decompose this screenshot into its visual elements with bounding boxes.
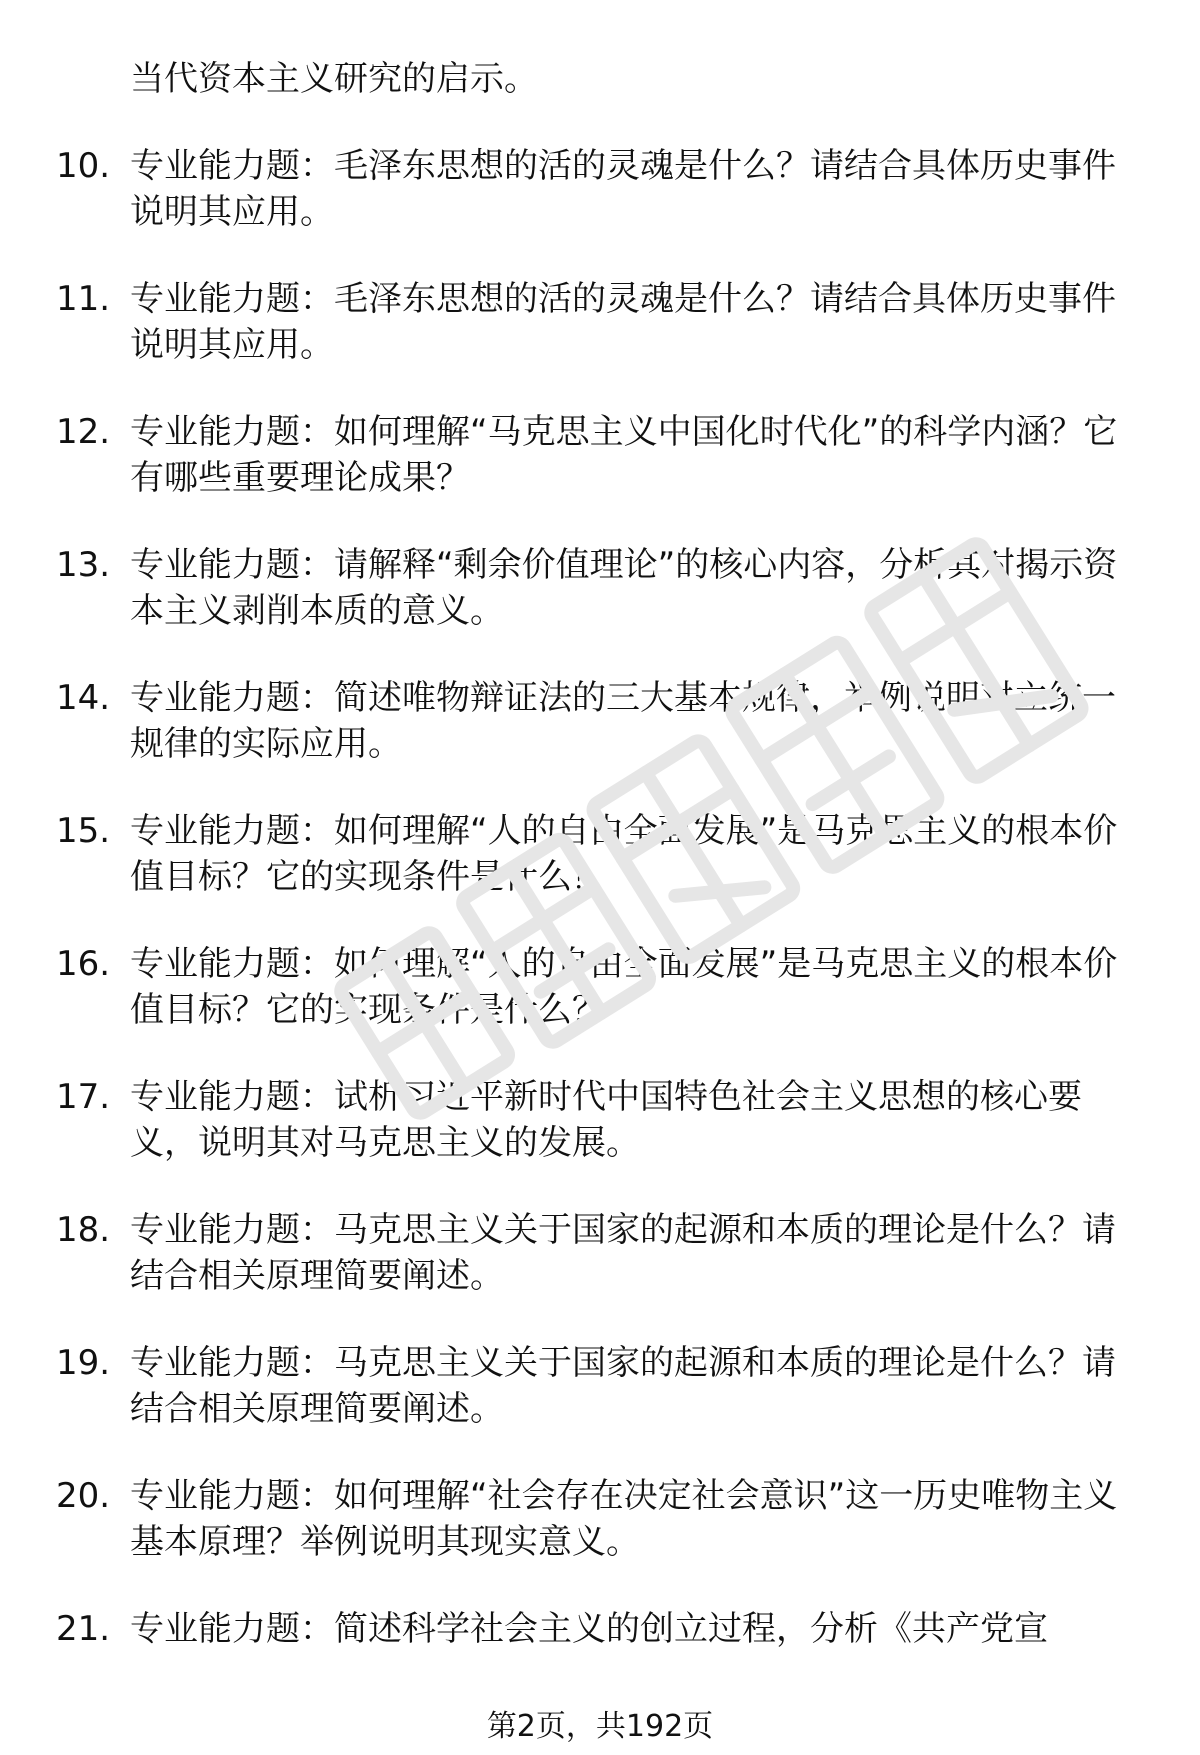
question-item	[56, 276, 1140, 368]
question-item	[56, 1606, 1140, 1652]
question-number: 19.	[56, 1343, 111, 1383]
question-text: 专业能力题：试析习近平新时代中国特色社会主义思想的核心要义，说明其对马克思主义的发展。	[130, 1077, 1082, 1163]
question-number: 18.	[56, 1210, 111, 1250]
question-number: 17.	[56, 1077, 111, 1117]
question-text: 专业能力题：如何理解“人的自由全面发展”是马克思主义的根本价值目标？它的实现条件是什么？	[130, 944, 1118, 1030]
question-item	[56, 542, 1140, 634]
question-item	[56, 1207, 1140, 1299]
question-number: 11.	[56, 279, 111, 319]
question-number: 16.	[56, 944, 111, 984]
question-item	[56, 675, 1140, 767]
question-text: 专业能力题：如何理解“马克思主义中国化时代化”的科学内涵？它有哪些重要理论成果？	[130, 412, 1118, 498]
continuation-text: 当代资本主义研究的启示。	[130, 59, 538, 99]
question-number: 20.	[56, 1476, 111, 1516]
question-item	[56, 1473, 1140, 1565]
question-text: 专业能力题：如何理解“人的自由全面发展”是马克思主义的根本价值目标？它的实现条件是什么？	[130, 811, 1118, 897]
question-number: 21.	[56, 1609, 111, 1649]
question-item	[56, 143, 1140, 235]
question-item	[56, 1074, 1140, 1166]
page-footer: 第2页，共192页	[486, 1709, 714, 1744]
question-text: 专业能力题：请解释“剩余价值理论”的核心内容，分析其对揭示资本主义剥削本质的意义。	[130, 545, 1118, 631]
question-text: 专业能力题：马克思主义关于国家的起源和本质的理论是什么？请结合相关原理简要阐述。	[130, 1343, 1116, 1429]
question-text: 专业能力题：马克思主义关于国家的起源和本质的理论是什么？请结合相关原理简要阐述。	[130, 1210, 1116, 1296]
question-number: 13.	[56, 545, 111, 585]
question-item	[56, 941, 1140, 1033]
question-text: 专业能力题：如何理解“社会存在决定社会意识”这一历史唯物主义基本原理？举例说明其现实意义。	[130, 1476, 1118, 1562]
question-number: 10.	[56, 146, 111, 186]
question-number: 14.	[56, 678, 111, 718]
question-number: 12.	[56, 412, 111, 452]
question-text: 专业能力题：简述科学社会主义的创立过程，分析《共产党宣	[130, 1609, 1048, 1649]
question-text: 专业能力题：简述唯物辩证法的三大基本规律，举例说明对立统一规律的实际应用。	[130, 678, 1116, 764]
question-list	[56, 143, 1140, 1652]
question-number: 15.	[56, 811, 111, 851]
question-text: 专业能力题：毛泽东思想的活的灵魂是什么？请结合具体历史事件说明其应用。	[130, 279, 1116, 365]
question-item	[56, 409, 1140, 501]
question-item	[56, 1340, 1140, 1432]
question-text: 专业能力题：毛泽东思想的活的灵魂是什么？请结合具体历史事件说明其应用。	[130, 146, 1116, 232]
question-item	[56, 808, 1140, 900]
